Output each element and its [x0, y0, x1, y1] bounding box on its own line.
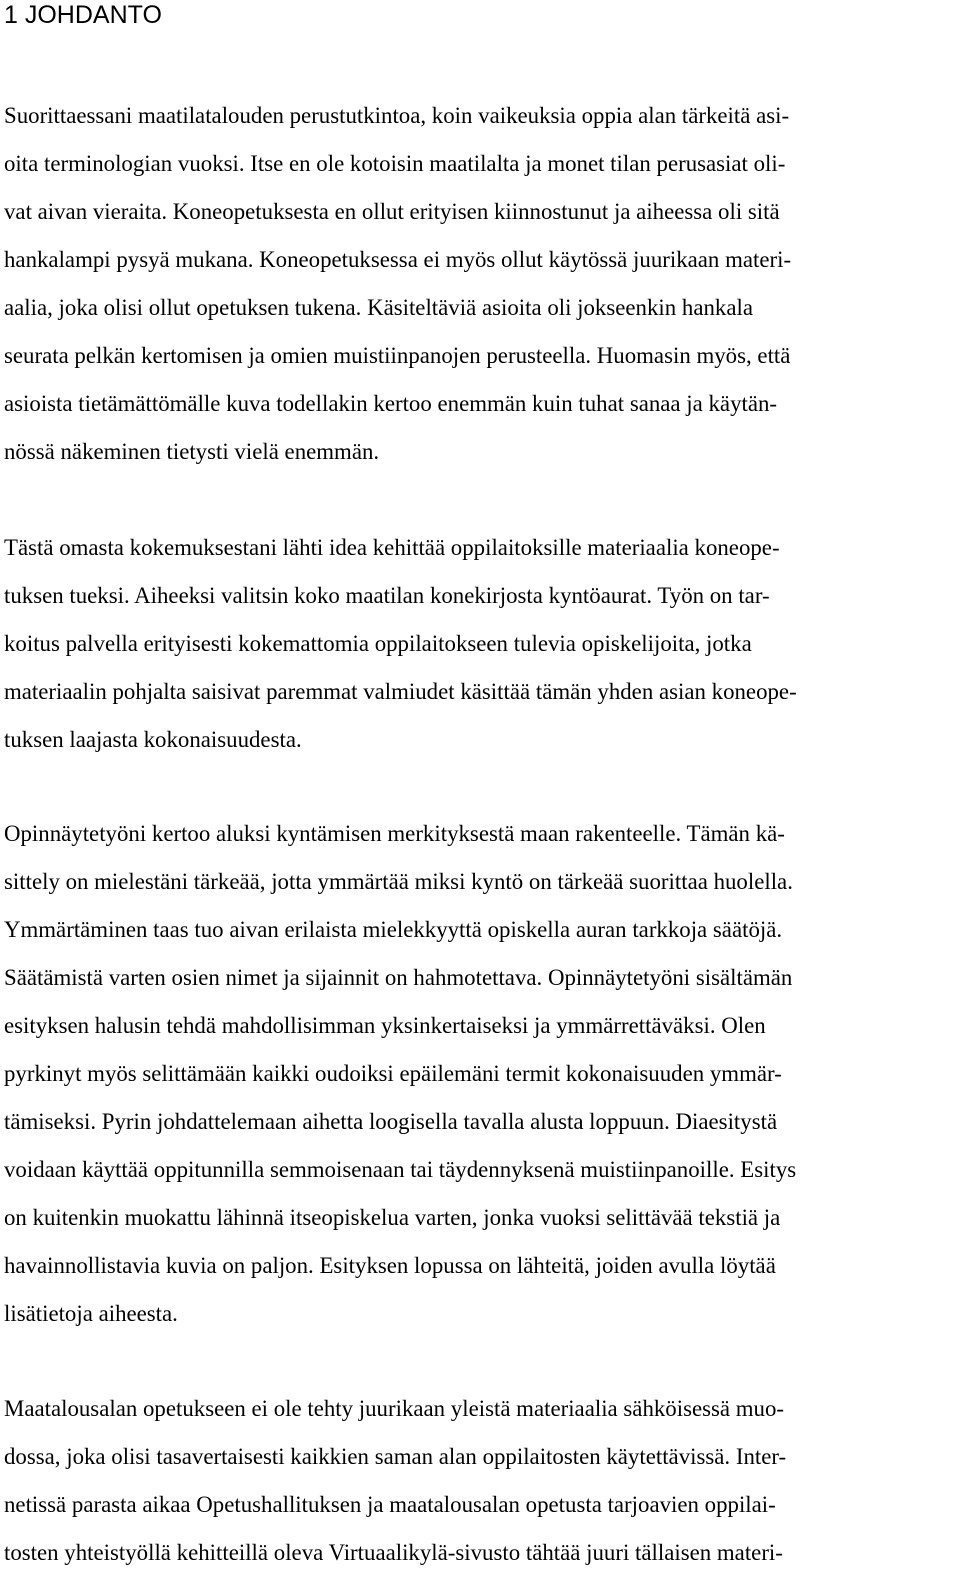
text-line: lisätietoja aiheesta. — [4, 1301, 178, 1326]
text-line: havainnollistavia kuvia on paljon. Esityksen lopussa on lähteitä, joiden avulla löytää — [4, 1253, 776, 1278]
text-line: vat aivan vieraita. Koneopetuksesta en ollut erityisen kiinnostunut ja aiheessa oli sitä — [4, 199, 780, 224]
text-line: asioista tietämättömälle kuva todellakin kertoo enemmän kuin tuhat sanaa ja käytän- — [4, 391, 778, 416]
text-line: pyrkinyt myös selittämään kaikki oudoiksi epäilemäni termit kokonaisuuden ymmär- — [4, 1061, 782, 1086]
text-line: Maatalousalan opetukseen ei ole tehty juurikaan yleistä materiaalia sähköisessä muo- — [4, 1396, 785, 1421]
text-line: tämiseksi. Pyrin johdattelemaan aihetta loogisella tavalla alusta loppuun. Diaesitystä — [4, 1109, 778, 1134]
text-line: tuksen laajasta kokonaisuudesta. — [4, 727, 302, 752]
text-line: Suorittaessani maatilatalouden perustutkintoa, koin vaikeuksia oppia alan tärkeitä asi- — [4, 103, 790, 128]
text-line: seurata pelkän kertomisen ja omien muistiinpanojen perusteella. Huomasin myös, että — [4, 343, 791, 368]
text-line: Säätämistä varten osien nimet ja sijainnit on hahmotettava. Opinnäytetyöni sisältämän — [4, 965, 793, 990]
paragraph-content — [4, 810, 960, 1338]
paragraph-context — [4, 1385, 960, 1577]
text-line: hankalampi pysyä mukana. Koneopetuksessa ei myös ollut käytössä juurikaan materi- — [4, 247, 792, 272]
text-line: oita terminologian vuoksi. Itse en ole kotoisin maatilalta ja monet tilan perusasiat oli- — [4, 151, 786, 176]
text-line: sittely on mielestäni tärkeää, jotta ymmärtää miksi kyntö on tärkeää suorittaa huolella. — [4, 869, 793, 894]
text-line: aalia, joka olisi ollut opetuksen tukena. Käsiteltäviä asioita oli jokseenkin hankala — [4, 295, 753, 320]
paragraph-intro — [4, 92, 960, 476]
text-line: materiaalin pohjalta saisivat paremmat valmiudet käsittää tämän yhden asian koneope- — [4, 679, 797, 704]
text-line: Opinnäytetyöni kertoo aluksi kyntämisen merkityksestä maan rakenteelle. Tämän kä- — [4, 821, 785, 846]
text-line: voidaan käyttää oppitunnilla semmoisenaan tai täydennyksenä muistiinpanoille. Esitys — [4, 1157, 797, 1182]
text-line: on kuitenkin muokattu lähinnä itseopiskelua varten, jonka vuoksi selittävää tekstiä ja — [4, 1205, 781, 1230]
text-line: netissä parasta aikaa Opetushallituksen ja maatalousalan opetusta tarjoavien oppilai- — [4, 1492, 776, 1517]
text-line: Ymmärtäminen taas tuo aivan erilaista mielekkyyttä opiskella auran tarkkoja säätöjä. — [4, 917, 783, 942]
text-line: esityksen halusin tehdä mahdollisimman yksinkertaiseksi ja ymmärrettäväksi. Olen — [4, 1013, 766, 1038]
text-line: tuksen tueksi. Aiheeksi valitsin koko maatilan konekirjosta kyntöaurat. Työn on tar- — [4, 583, 770, 608]
text-line: koitus palvella erityisesti kokemattomia oppilaitokseen tulevia opiskelijoita, jotka — [4, 631, 752, 656]
chapter-heading: 1 JOHDANTO — [4, 1, 162, 29]
text-line: tosten yhteistyöllä kehitteillä oleva Virtuaalikylä-sivusto tähtää juuri tällaisen materi- — [4, 1540, 783, 1565]
text-line: nössä näkeminen tietysti vielä enemmän. — [4, 439, 380, 464]
text-line: dossa, joka olisi tasavertaisesti kaikkien saman alan oppilaitosten käytettävissä. Inter- — [4, 1444, 787, 1469]
text-line: Tästä omasta kokemuksestani lähti idea kehittää oppilaitoksille materiaalia koneope- — [4, 535, 780, 560]
paragraph-idea — [4, 524, 960, 764]
